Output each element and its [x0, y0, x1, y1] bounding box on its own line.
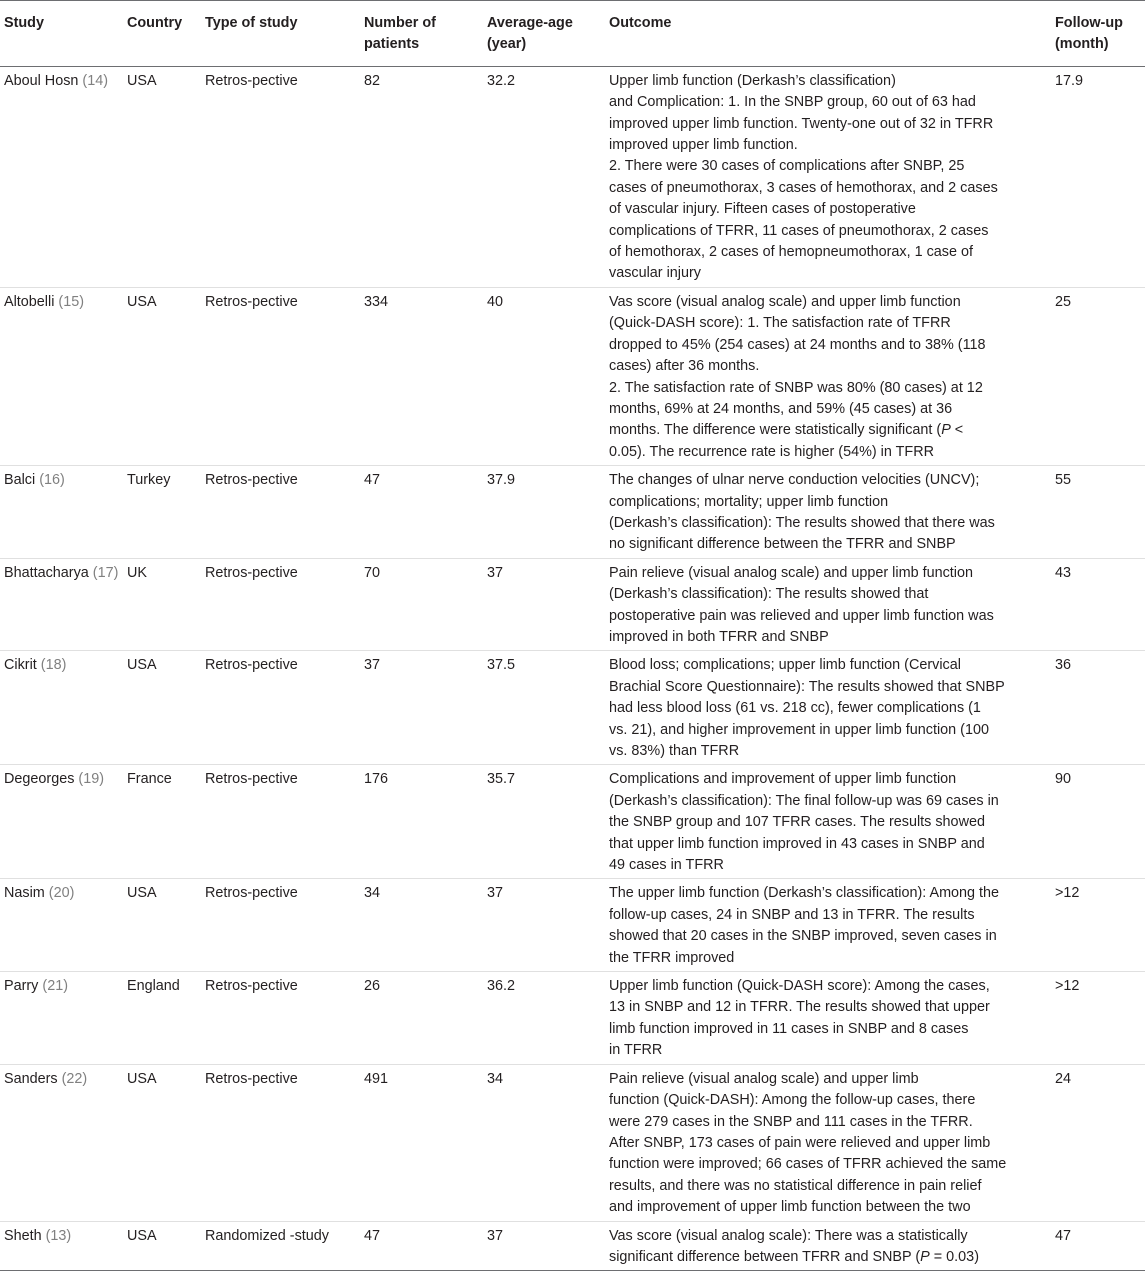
cell-outcome	[605, 466, 1051, 559]
cell-outcome	[605, 765, 1051, 879]
cell-study	[0, 558, 123, 651]
cell-followup: 55	[1055, 472, 1072, 489]
cell-country: UK	[127, 564, 147, 581]
table-row	[0, 1221, 1145, 1271]
outcome-line: (Derkash’s classification): The results showed that there was	[609, 514, 995, 531]
outcome-line: results, and there was no statistical difference in pain relief	[609, 1177, 982, 1194]
cell-followup: 43	[1055, 564, 1072, 581]
cell-age: 34	[487, 1070, 504, 1087]
cell-type: Retros-pective	[205, 293, 298, 310]
outcome-line: of vascular injury. Fifteen cases of postoperative	[609, 201, 916, 218]
cell-age: 36.2	[487, 978, 516, 995]
cell-patients: 47	[364, 472, 381, 489]
study-reference[interactable]: (14)	[82, 72, 109, 89]
outcome-line: no significant difference between the TFRR and SNBP	[609, 536, 956, 553]
cell-patients: 491	[364, 1070, 389, 1087]
outcome-line: function (Quick-DASH): Among the follow-up cases, there	[609, 1092, 976, 1109]
outcome-line: vs. 21), and higher improvement in upper limb function (100	[609, 721, 989, 738]
cell-outcome	[605, 1064, 1051, 1221]
outcome-line: improved upper limb function. Twenty-one out of 32 in TFRR	[609, 115, 994, 132]
outcome-line: the SNBP group and 107 TFRR cases. The results showed	[609, 814, 985, 831]
outcome-line: 2. There were 30 cases of complications after SNBP, 25	[609, 158, 965, 175]
header-study: Study	[4, 15, 44, 31]
cell-followup: 36	[1055, 657, 1072, 674]
table-row	[0, 287, 1145, 465]
reference-number[interactable]: 15	[63, 293, 80, 310]
table-row	[0, 1064, 1145, 1221]
study-author: Cikrit	[4, 657, 41, 674]
table-row	[0, 972, 1145, 1065]
cell-patients: 176	[364, 771, 389, 788]
study-reference[interactable]: (21)	[42, 978, 68, 995]
outcome-line: (Derkash’s classification): The final follow-up was 69 cases in	[609, 792, 999, 809]
outcome-line: 49 cases in TFRR	[609, 857, 724, 874]
study-reference[interactable]: (22)	[61, 1070, 88, 1087]
cell-followup: 17.9	[1055, 72, 1084, 89]
table-header	[0, 1, 1145, 67]
outcome-line: postoperative pain was relieved and upper limb function was	[609, 607, 994, 624]
table-row	[0, 879, 1145, 972]
cell-study	[0, 466, 123, 559]
outcome-line: and improvement of upper limb function between the two	[609, 1199, 971, 1216]
cell-type: Retros-pective	[205, 978, 298, 995]
outcome-line: (Quick-DASH score): 1. The satisfaction rate of TFRR	[609, 315, 951, 332]
cell-study	[0, 972, 123, 1065]
outcome-line: function were improved; 66 cases of TFRR achieved the same	[609, 1156, 1007, 1173]
cell-outcome	[605, 972, 1051, 1065]
cell-age: 37	[487, 564, 504, 581]
study-author: Sanders	[4, 1070, 62, 1087]
cell-country: USA	[127, 293, 157, 310]
outcome-line: in TFRR	[609, 1042, 663, 1059]
outcome-line: were 279 cases in the SNBP and 111 cases in the TFRR.	[609, 1113, 973, 1130]
cell-age: 35.7	[487, 771, 516, 788]
cell-type: Retros-pective	[205, 564, 298, 581]
cell-age: 40	[487, 293, 504, 310]
outcome-line: (Derkash’s classification): The results showed that	[609, 586, 929, 603]
outcome-line: that upper limb function improved in 43 cases in SNBP and	[609, 835, 985, 852]
reference-number[interactable]: 14	[87, 72, 104, 89]
outcome-line: the TFRR improved	[609, 949, 735, 966]
reference-number[interactable]: 18	[45, 657, 62, 674]
cell-age: 37.9	[487, 472, 516, 489]
cell-followup: 90	[1055, 771, 1072, 788]
cell-study	[0, 651, 123, 765]
cell-country: USA	[127, 1070, 157, 1087]
study-reference[interactable]: (17)	[92, 564, 119, 581]
cell-type: Retros-pective	[205, 472, 298, 489]
cell-outcome	[605, 558, 1051, 651]
cell-patients: 26	[364, 978, 381, 995]
cell-patients: 70	[364, 564, 381, 581]
cell-patients: 37	[364, 657, 381, 674]
cell-type: Retros-pective	[205, 771, 298, 788]
outcome-line: complications of TFRR, 11 cases of pneumothorax, 2 cases	[609, 222, 989, 239]
table-body	[0, 66, 1145, 1271]
cell-study	[0, 66, 123, 287]
reference-number[interactable]: 17	[97, 564, 114, 581]
outcome-line: 0.05). The recurrence rate is higher (54%) in TFRR	[609, 443, 934, 460]
outcome-line: months, 69% at 24 months, and 59% (45 cases) at 36	[609, 400, 953, 417]
outcome-line: improved in both TFRR and SNBP	[609, 628, 829, 645]
study-author: Aboul Hosn	[4, 72, 83, 89]
outcome-line: vs. 83%) than TFRR	[609, 743, 740, 759]
table-row	[0, 466, 1145, 559]
header-followup: Follow-up (month)	[1055, 15, 1123, 53]
outcome-line: cases of pneumothorax, 3 cases of hemothorax, and 2 cases	[609, 179, 998, 196]
cell-patients: 47	[364, 1227, 381, 1244]
outcome-line: The changes of ulnar nerve conduction velocities (UNCV);	[609, 472, 980, 489]
cell-type: Randomized -study	[205, 1227, 329, 1244]
study-author: Parry	[4, 978, 43, 995]
cell-followup: 47	[1055, 1227, 1072, 1244]
cell-type: Retros-pective	[205, 72, 298, 89]
outcome-line: months. The difference were statistically significant (P <	[609, 422, 964, 439]
outcome-line: vascular injury	[609, 265, 701, 282]
outcome-line: had less blood loss (61 vs. 218 cc), fewer complications (1	[609, 700, 981, 717]
cell-age: 37	[487, 885, 504, 902]
outcome-line: dropped to 45% (254 cases) at 24 months and to 38% (118	[609, 336, 986, 353]
header-country: Country	[127, 15, 183, 31]
study-reference[interactable]: (18)	[40, 657, 67, 674]
study-author: Altobelli	[4, 293, 59, 310]
cell-age: 37	[487, 1227, 504, 1244]
cell-study	[0, 879, 123, 972]
cell-country: Turkey	[127, 472, 171, 489]
outcome-line: Upper limb function (Derkash’s classification)	[609, 72, 896, 89]
cell-followup: >12	[1055, 978, 1080, 995]
study-reference[interactable]: (13)	[45, 1227, 72, 1244]
study-reference[interactable]: (19)	[78, 771, 105, 788]
reference-number[interactable]: 20	[53, 885, 70, 902]
cell-followup: >12	[1055, 885, 1080, 902]
outcome-line: and Complication: 1. In the SNBP group, 60 out of 63 had	[609, 94, 976, 111]
outcome-line: Brachial Score Questionnaire): The results showed that SNBP	[609, 678, 1005, 695]
reference-number[interactable]: 13	[50, 1227, 67, 1244]
cell-patients: 34	[364, 885, 381, 902]
outcome-line: showed that 20 cases in the SNBP improved, seven cases in	[609, 928, 997, 945]
cell-followup: 25	[1055, 293, 1072, 310]
cell-country: USA	[127, 657, 157, 674]
table-row	[0, 558, 1145, 651]
cell-country: England	[127, 978, 180, 995]
cell-outcome	[605, 66, 1051, 287]
outcome-line: significant difference between TFRR and SNBP (P = 0.03)	[609, 1248, 979, 1265]
study-reference[interactable]: (20)	[48, 885, 75, 902]
outcome-line: Pain relieve (visual analog scale) and upper limb function	[609, 564, 973, 581]
outcome-line: Complications and improvement of upper limb function	[609, 771, 957, 788]
study-reference[interactable]: (16)	[39, 472, 65, 489]
reference-number[interactable]: 21	[47, 978, 64, 995]
outcome-line: Blood loss; complications; upper limb function (Cervical	[609, 657, 961, 674]
study-author: Sheth	[4, 1227, 46, 1244]
cell-patients: 82	[364, 72, 381, 89]
cell-followup: 24	[1055, 1070, 1072, 1087]
outcome-line: Upper limb function (Quick-DASH score): Among the cases,	[609, 978, 990, 995]
cell-type: Retros-pective	[205, 657, 298, 674]
cell-type: Retros-pective	[205, 1070, 298, 1087]
cell-outcome	[605, 287, 1051, 465]
study-author: Balci	[4, 472, 40, 489]
cell-type: Retros-pective	[205, 885, 298, 902]
outcome-line: After SNBP, 173 cases of pain were relieved and upper limb	[609, 1134, 991, 1151]
outcome-line: Vas score (visual analog scale): There was a statistically	[609, 1227, 968, 1244]
cell-study	[0, 1064, 123, 1221]
header-type: Type of study	[205, 15, 298, 31]
table-row	[0, 765, 1145, 879]
header-outcome: Outcome	[609, 15, 672, 31]
cell-age: 32.2	[487, 72, 516, 89]
study-author: Degeorges	[4, 771, 79, 788]
outcome-line: follow-up cases, 24 in SNBP and 13 in TFRR. The results	[609, 906, 975, 923]
cell-study	[0, 765, 123, 879]
cell-outcome	[605, 1221, 1051, 1271]
cell-country: USA	[127, 885, 157, 902]
outcome-line: of hemothorax, 2 cases of hemopneumothorax, 1 case of	[609, 244, 973, 261]
outcome-line: Pain relieve (visual analog scale) and upper limb	[609, 1070, 919, 1087]
cell-outcome	[605, 651, 1051, 765]
table-row	[0, 66, 1145, 287]
header-age: Average-age (year)	[487, 15, 573, 53]
cell-country: USA	[127, 1227, 157, 1244]
outcome-line: complications; mortality; upper limb function	[609, 493, 889, 510]
outcome-line: 2. The satisfaction rate of SNBP was 80% (80 cases) at 12	[609, 379, 983, 396]
reference-number[interactable]: 16	[44, 472, 61, 489]
reference-number[interactable]: 19	[83, 771, 100, 788]
table-row	[0, 651, 1145, 765]
study-reference[interactable]: (15)	[58, 293, 85, 310]
study-author: Nasim	[4, 885, 49, 902]
cell-patients: 334	[364, 293, 389, 310]
cell-country: France	[127, 771, 172, 788]
cell-outcome	[605, 879, 1051, 972]
cell-country: USA	[127, 72, 157, 89]
outcome-line: 13 in SNBP and 12 in TFRR. The results showed that upper	[609, 999, 990, 1016]
cell-study	[0, 1221, 123, 1271]
outcome-line: The upper limb function (Derkash’s classification): Among the	[609, 885, 1000, 902]
study-author: Bhattacharya	[4, 564, 93, 581]
header-patients: Number of patients	[364, 15, 436, 53]
reference-number[interactable]: 22	[66, 1070, 83, 1087]
cell-age: 37.5	[487, 657, 516, 674]
outcome-line: Vas score (visual analog scale) and upper limb function	[609, 293, 961, 310]
outcome-line: limb function improved in 11 cases in SNBP and 8 cases	[609, 1020, 969, 1037]
outcome-line: improved upper limb function.	[609, 137, 798, 154]
outcome-line: cases) after 36 months.	[609, 358, 760, 375]
cell-study	[0, 287, 123, 465]
